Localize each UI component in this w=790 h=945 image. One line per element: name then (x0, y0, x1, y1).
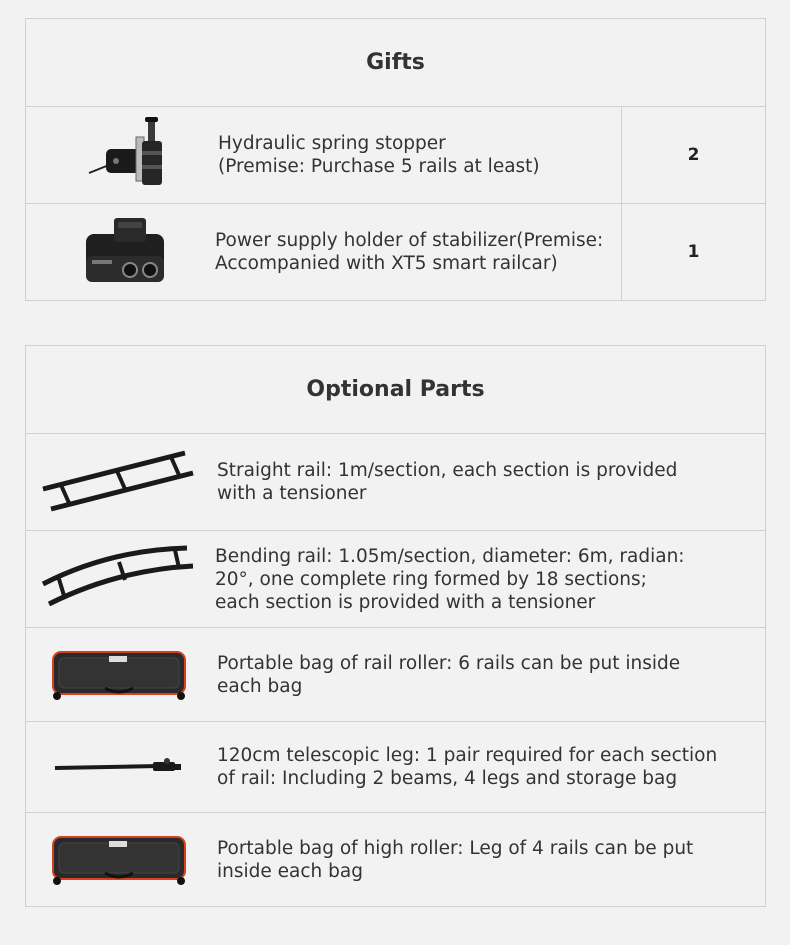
part-description: Portable bag of high roller: Leg of 4 rails can be put inside each bag (217, 838, 694, 882)
table-row (26, 531, 765, 628)
table-row (26, 722, 765, 813)
part-description: 120cm telescopic leg: 1 pair required for each section of rail: Including 2 beams, 4 legs and storage bag (217, 745, 718, 789)
telescopic-leg-icon (26, 722, 212, 812)
roller-bag-icon (26, 628, 212, 721)
gift-quantity: 2 (621, 107, 765, 203)
table-row (26, 813, 765, 907)
table-row (26, 204, 765, 300)
gifts-table (25, 18, 766, 301)
power-holder-icon (26, 204, 212, 300)
part-description: Straight rail: 1m/section, each section is provided with a tensioner (217, 460, 678, 504)
optional-parts-table (25, 345, 766, 907)
gift-description: Power supply holder of stabilizer(Premise: Accompanied with XT5 smart railcar) (215, 230, 604, 274)
gifts-title: Gifts (26, 19, 765, 107)
table-row (26, 434, 765, 531)
bending-rail-icon (26, 531, 212, 627)
gift-description: Hydraulic spring stopper (Premise: Purchase 5 rails at least) (218, 133, 540, 177)
part-description: Bending rail: 1.05m/section, diameter: 6m, radian: 20°, one complete ring formed by 18 sections; each section is provided with a tensioner (215, 545, 685, 613)
table-row (26, 107, 765, 204)
roller-bag-icon (26, 813, 212, 907)
gift-quantity: 1 (621, 204, 765, 300)
part-description: Portable bag of rail roller: 6 rails can be put inside each bag (217, 652, 681, 697)
straight-rail-icon (26, 434, 212, 530)
optional-parts-title: Optional Parts (26, 346, 765, 434)
hydraulic-stopper-icon (26, 107, 212, 203)
table-row (26, 628, 765, 722)
